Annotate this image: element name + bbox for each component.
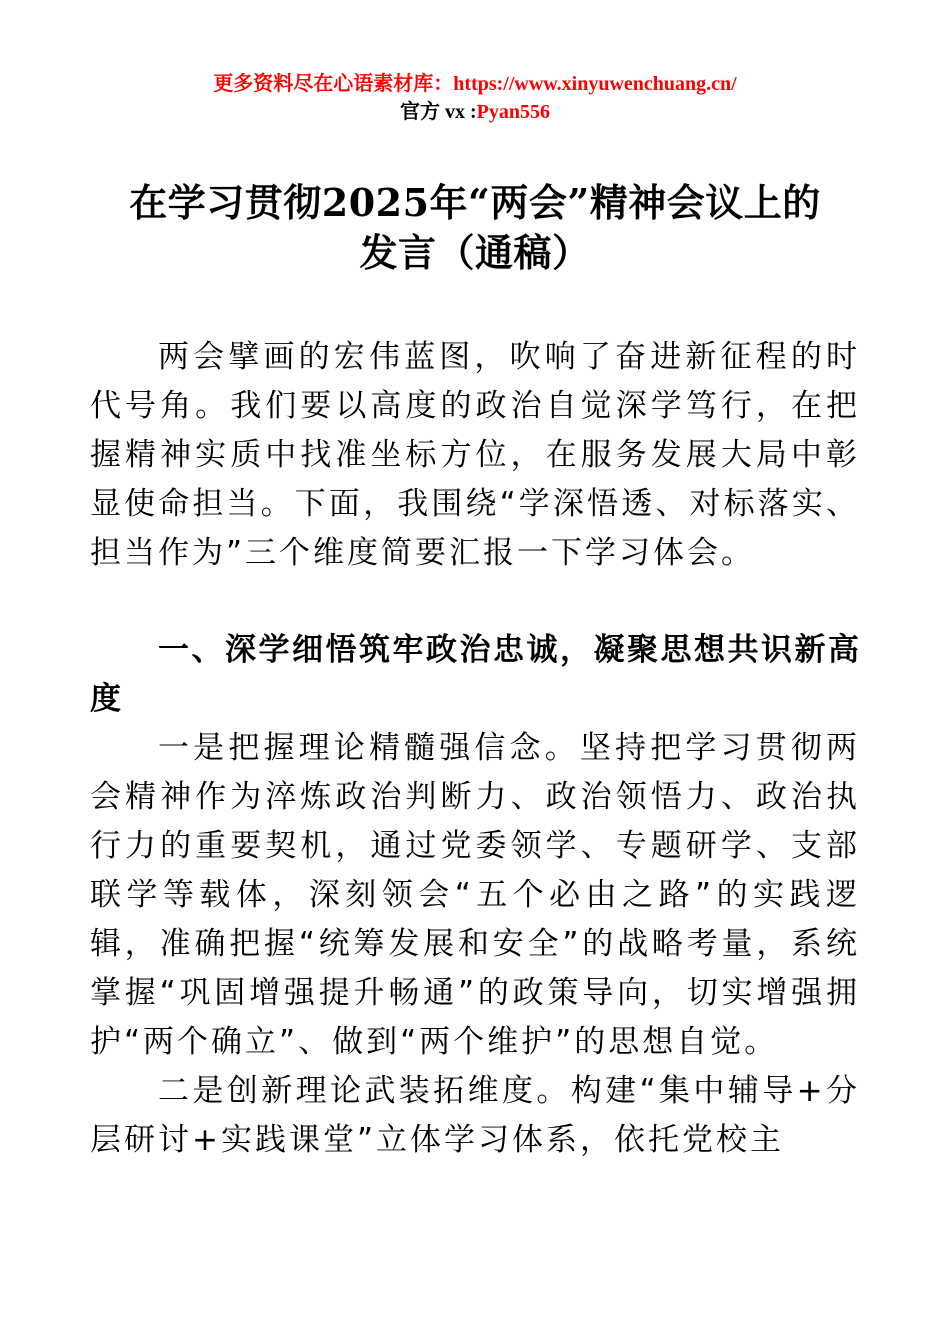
page-header — [90, 70, 860, 126]
intro-paragraph: 两会擘画的宏伟蓝图，吹响了奋进新征程的时代号角。我们要以高度的政治自觉深学笃行，在把握精神实质中找准坐标方位，在服务发展大局中彰显使命担当。下面，我围绕“学深悟透、对标落实、担当作为”三个维度简要汇报一下学习体会。 — [90, 339, 860, 571]
title-line-1: 在学习贯彻2025年“两会”精神会议上的 — [129, 180, 821, 225]
title-line-2: 发言（通稿） — [359, 230, 591, 275]
section-1-paragraph-2: 二是创新理论武装拓维度。构建“集中辅导+分层研讨+实践课堂”立体学习体系，依托党校主 — [90, 1073, 860, 1158]
document-body — [90, 333, 860, 1165]
header-contact-label: 官方 vx : — [399, 101, 477, 123]
section-1-paragraph-1: 一是把握理论精髓强信念。坚持把学习贯彻两会精神作为淬炼政治判断力、政治领悟力、政治执行力的重要契机，通过党委领学、专题研学、支部联学等载体，深刻领会“五个必由之路”的实践逻辑，准确把握“统筹发展和安全”的战略考量，系统掌握“巩固增强提升畅通”的政策导向，切实增强拥护“两个确立”、做到“两个维护”的思想自觉。 — [90, 730, 860, 1060]
header-line-2 — [90, 98, 860, 126]
header-line-1 — [90, 70, 860, 98]
section-1-heading: 一、深学细悟筑牢政治忠诚，凝聚思想共识新高度 — [90, 632, 860, 717]
header-source-link[interactable]: https://www.xinyuwenchuang.cn/ — [453, 73, 737, 95]
document-title — [90, 178, 860, 278]
header-contact-id: Pyan556 — [476, 101, 550, 123]
header-source-label: 更多资料尽在心语素材库： — [213, 73, 454, 95]
